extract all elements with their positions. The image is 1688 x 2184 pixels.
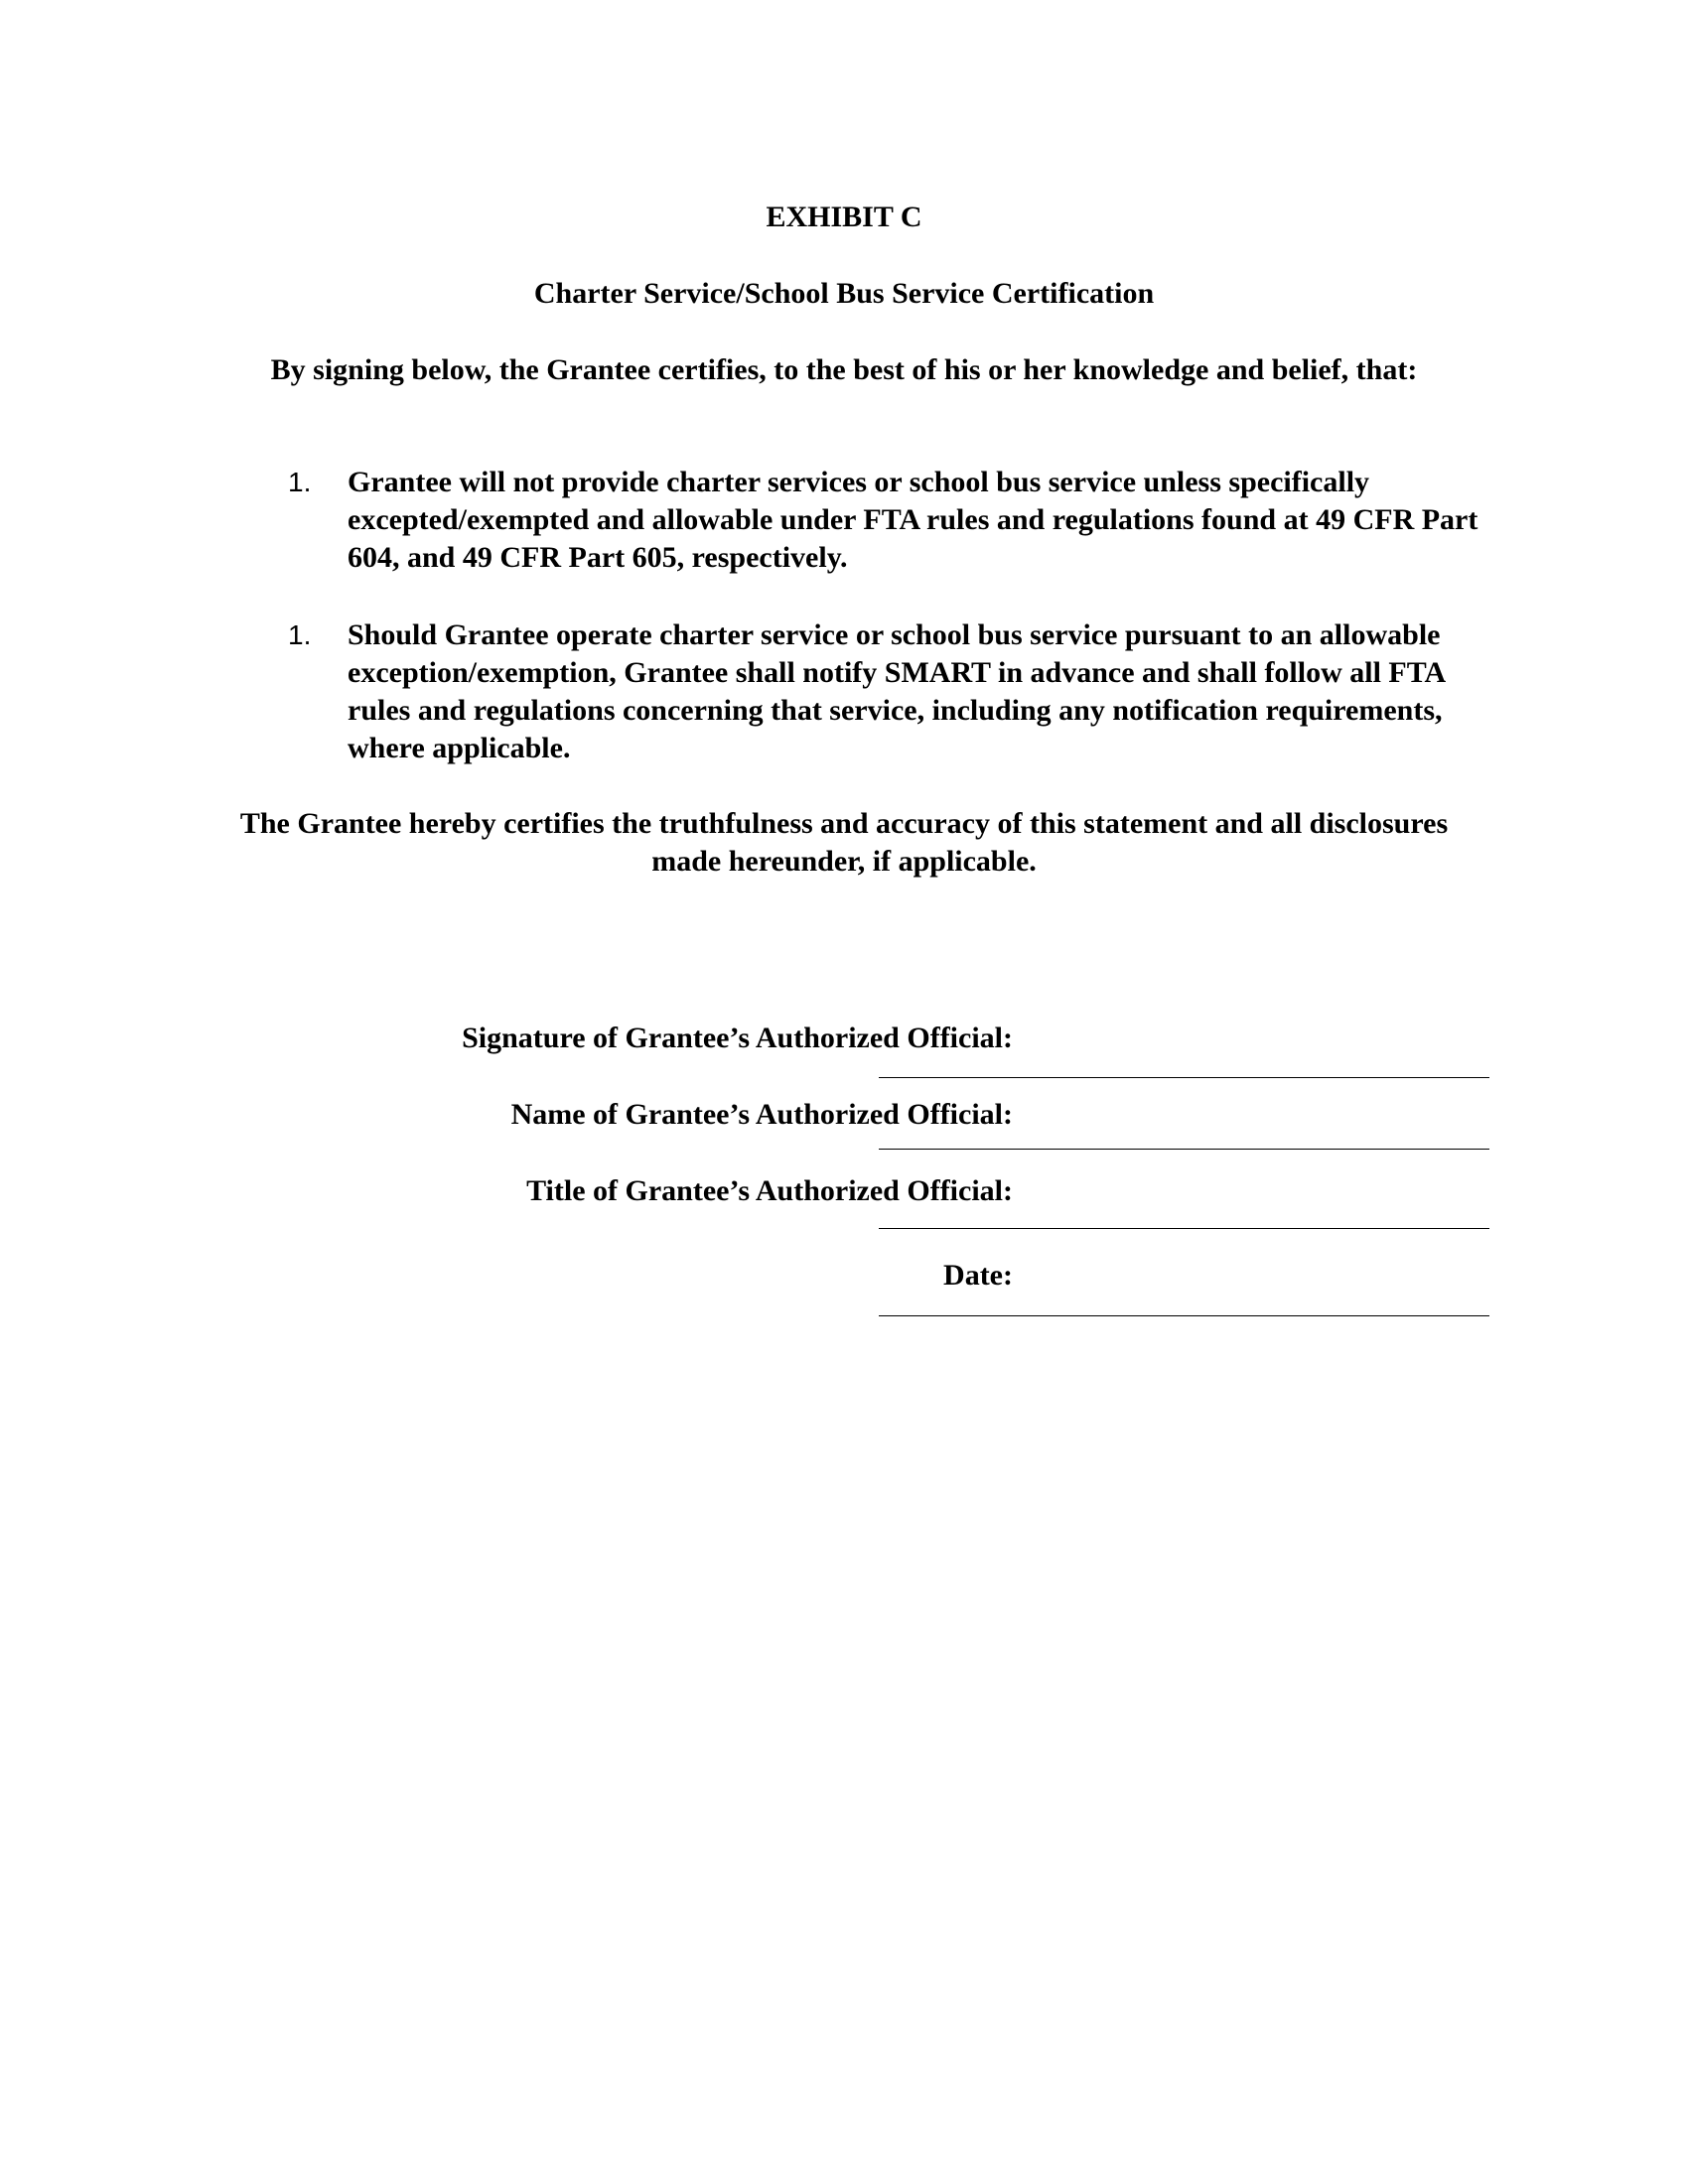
intro-statement: By signing below, the Grantee certifies, to the best of his or her knowledge and belief, that:: [270, 353, 1418, 386]
name-label: Name of Grantee’s Authorized Official:: [510, 1098, 1013, 1131]
date-line[interactable]: [879, 1315, 1489, 1316]
signature-line[interactable]: [879, 1077, 1489, 1078]
list-item-number: 1.: [288, 619, 312, 650]
signature-row: [149, 1020, 1489, 1079]
name-line[interactable]: [879, 1149, 1489, 1150]
list-item-text: Grantee will not provide charter services or school bus service unless specifically excepted/exempted and allowable under FTA rules and regulations found at 49 CFR Part 604, and 49 CFR Part 605, respectively.: [348, 466, 1478, 574]
document-title: Charter Service/School Bus Service Certification: [533, 277, 1155, 310]
date-label: Date:: [943, 1259, 1013, 1292]
signature-label: Signature of Grantee’s Authorized Official:: [462, 1022, 1013, 1054]
list-item-number: 1.: [288, 467, 312, 497]
title-row: [149, 1172, 1489, 1232]
list-item-text: Should Grantee operate charter service or school bus service pursuant to an allowable exception/exemption, Grantee shall notify SMART in advance and shall follow all FTA rules and regulations concerning that service, including any notification requirements, where applicable.: [348, 618, 1445, 764]
exhibit-title: EXHIBIT C: [766, 201, 922, 233]
closing-statement: The Grantee hereby certifies the truthfulness and accuracy of this statement and all disclosures made hereunder, if applicable.: [239, 807, 1449, 878]
name-row: [149, 1096, 1489, 1156]
title-label: Title of Grantee’s Authorized Official:: [526, 1174, 1013, 1207]
title-line[interactable]: [879, 1228, 1489, 1229]
date-row: [149, 1257, 1489, 1316]
